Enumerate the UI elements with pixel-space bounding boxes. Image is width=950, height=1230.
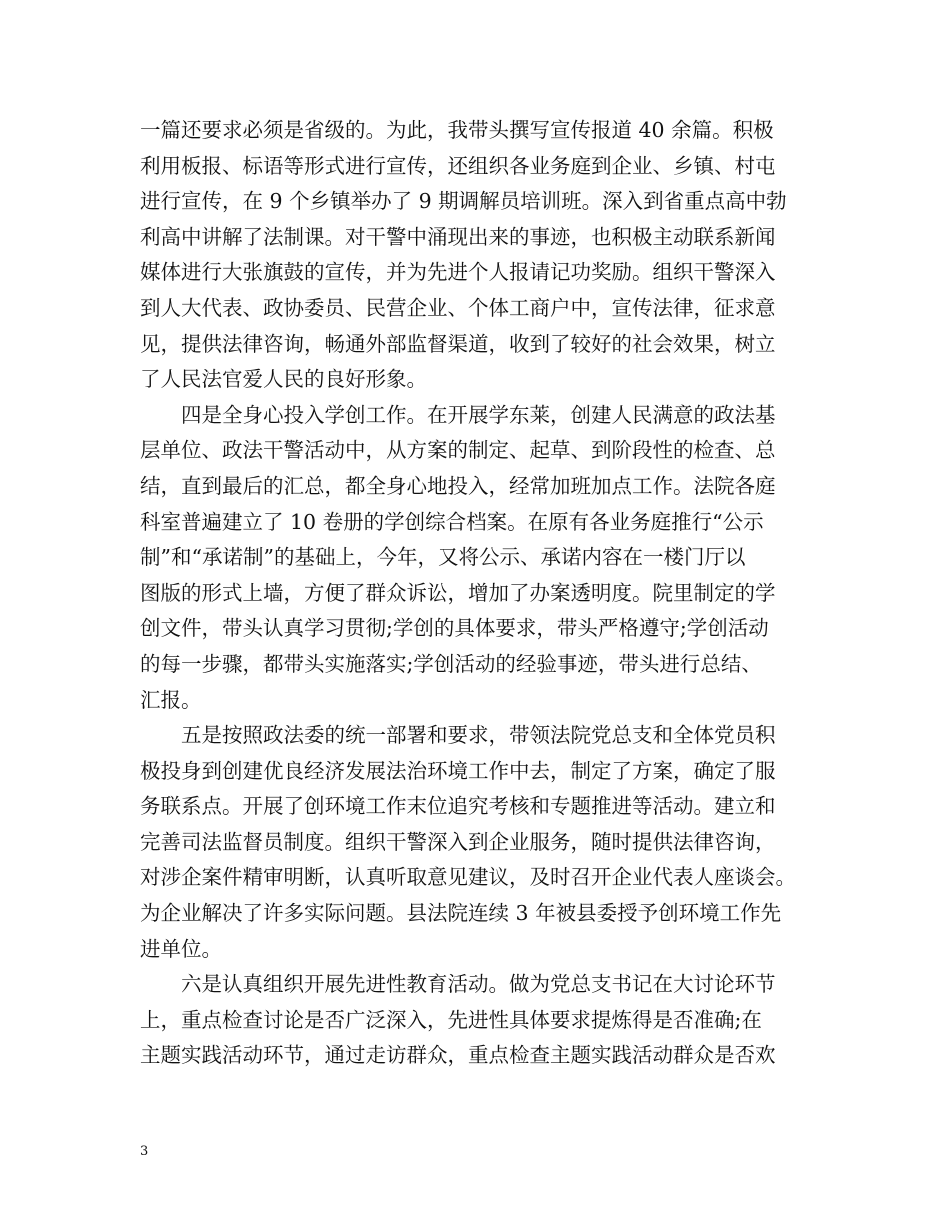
text-line: 了人民法官爱人民的良好形象。 bbox=[140, 367, 427, 392]
text-line: 利用板报、标语等形式进行宣传，还组织各业务庭到企业、乡镇、村屯 bbox=[140, 153, 776, 178]
document-body bbox=[140, 113, 830, 1074]
text-line: 结，直到最后的汇总，都全身心地投入，经常加班加点工作。法院各庭 bbox=[140, 473, 776, 498]
text-line: 务联系点。开展了创环境工作末位追究考核和专题推进等活动。建立和 bbox=[140, 794, 776, 819]
text-line: 主题实践活动环节，通过走访群众，重点检查主题实践活动群众是否欢 bbox=[140, 1043, 776, 1068]
text-line: 到人大代表、政协委员、民营企业、个体工商户中，宣传法律，征求意 bbox=[140, 295, 776, 320]
text-line: 制”和“承诺制”的基础上，今年，又将公示、承诺内容在一楼门厅以 bbox=[140, 545, 746, 570]
text-line: 汇报。 bbox=[140, 687, 202, 712]
paragraph-first-line: 六是认真组织开展先进性教育活动。做为党总支书记在大讨论环节 bbox=[181, 972, 776, 997]
paragraph-first-line: 四是全身心投入学创工作。在开展学东莱，创建人民满意的政法基 bbox=[181, 402, 776, 427]
text-line: 利高中讲解了法制课。对干警中涌现出来的事迹，也积极主动联系新闻 bbox=[140, 224, 776, 249]
text-line: 创文件，带头认真学习贯彻;学创的具体要求，带头严格遵守;学创活动 bbox=[140, 616, 769, 641]
text-line: 进单位。 bbox=[140, 936, 222, 961]
text-line: 的每一步骤，都带头实施落实;学创活动的经验事迹，带头进行总结、 bbox=[140, 651, 762, 676]
text-line: 见，提供法律咨询，畅通外部监督渠道，收到了较好的社会效果，树立 bbox=[140, 331, 776, 356]
text-line: 一篇还要求必须是省级的。为此，我带头撰写宣传报道 40 余篇。积极 bbox=[140, 118, 774, 142]
text-line: 对涉企案件精审明断，认真听取意见建议，及时召开企业代表人座谈会。 bbox=[140, 865, 796, 890]
text-line: 图版的形式上墙，方便了群众诉讼，增加了办案透明度。院里制定的学 bbox=[140, 580, 776, 605]
text-line: 层单位、政法干警活动中，从方案的制定、起草、到阶段性的检查、总 bbox=[140, 438, 776, 463]
text-line: 完善司法监督员制度。组织干警深入到企业服务，随时提供法律咨询， bbox=[140, 829, 776, 854]
text-line: 为企业解决了许多实际问题。县法院连续 3 年被县委授予创环境工作先 bbox=[140, 901, 782, 926]
text-line: 上，重点检查讨论是否广泛深入，先进性具体要求提炼得是否准确;在 bbox=[140, 1007, 762, 1032]
text-line: 极投身到创建优良经济发展法治环境工作中去，制定了方案，确定了服 bbox=[140, 758, 776, 783]
text-line: 进行宣传，在 9 个乡镇举办了 9 期调解员培训班。深入到省重点高中勃 bbox=[140, 189, 787, 214]
paragraph-first-line: 五是按照政法委的统一部署和要求，带领法院党总支和全体党员积 bbox=[181, 723, 776, 748]
text-line: 科室普遍建立了 10 卷册的学创综合档案。在原有各业务庭推行“公示 bbox=[140, 509, 764, 534]
text-line: 媒体进行大张旗鼓的宣传，并为先进个人报请记功奖励。组织干警深入 bbox=[140, 260, 776, 285]
page-number: 3 bbox=[140, 1144, 149, 1159]
